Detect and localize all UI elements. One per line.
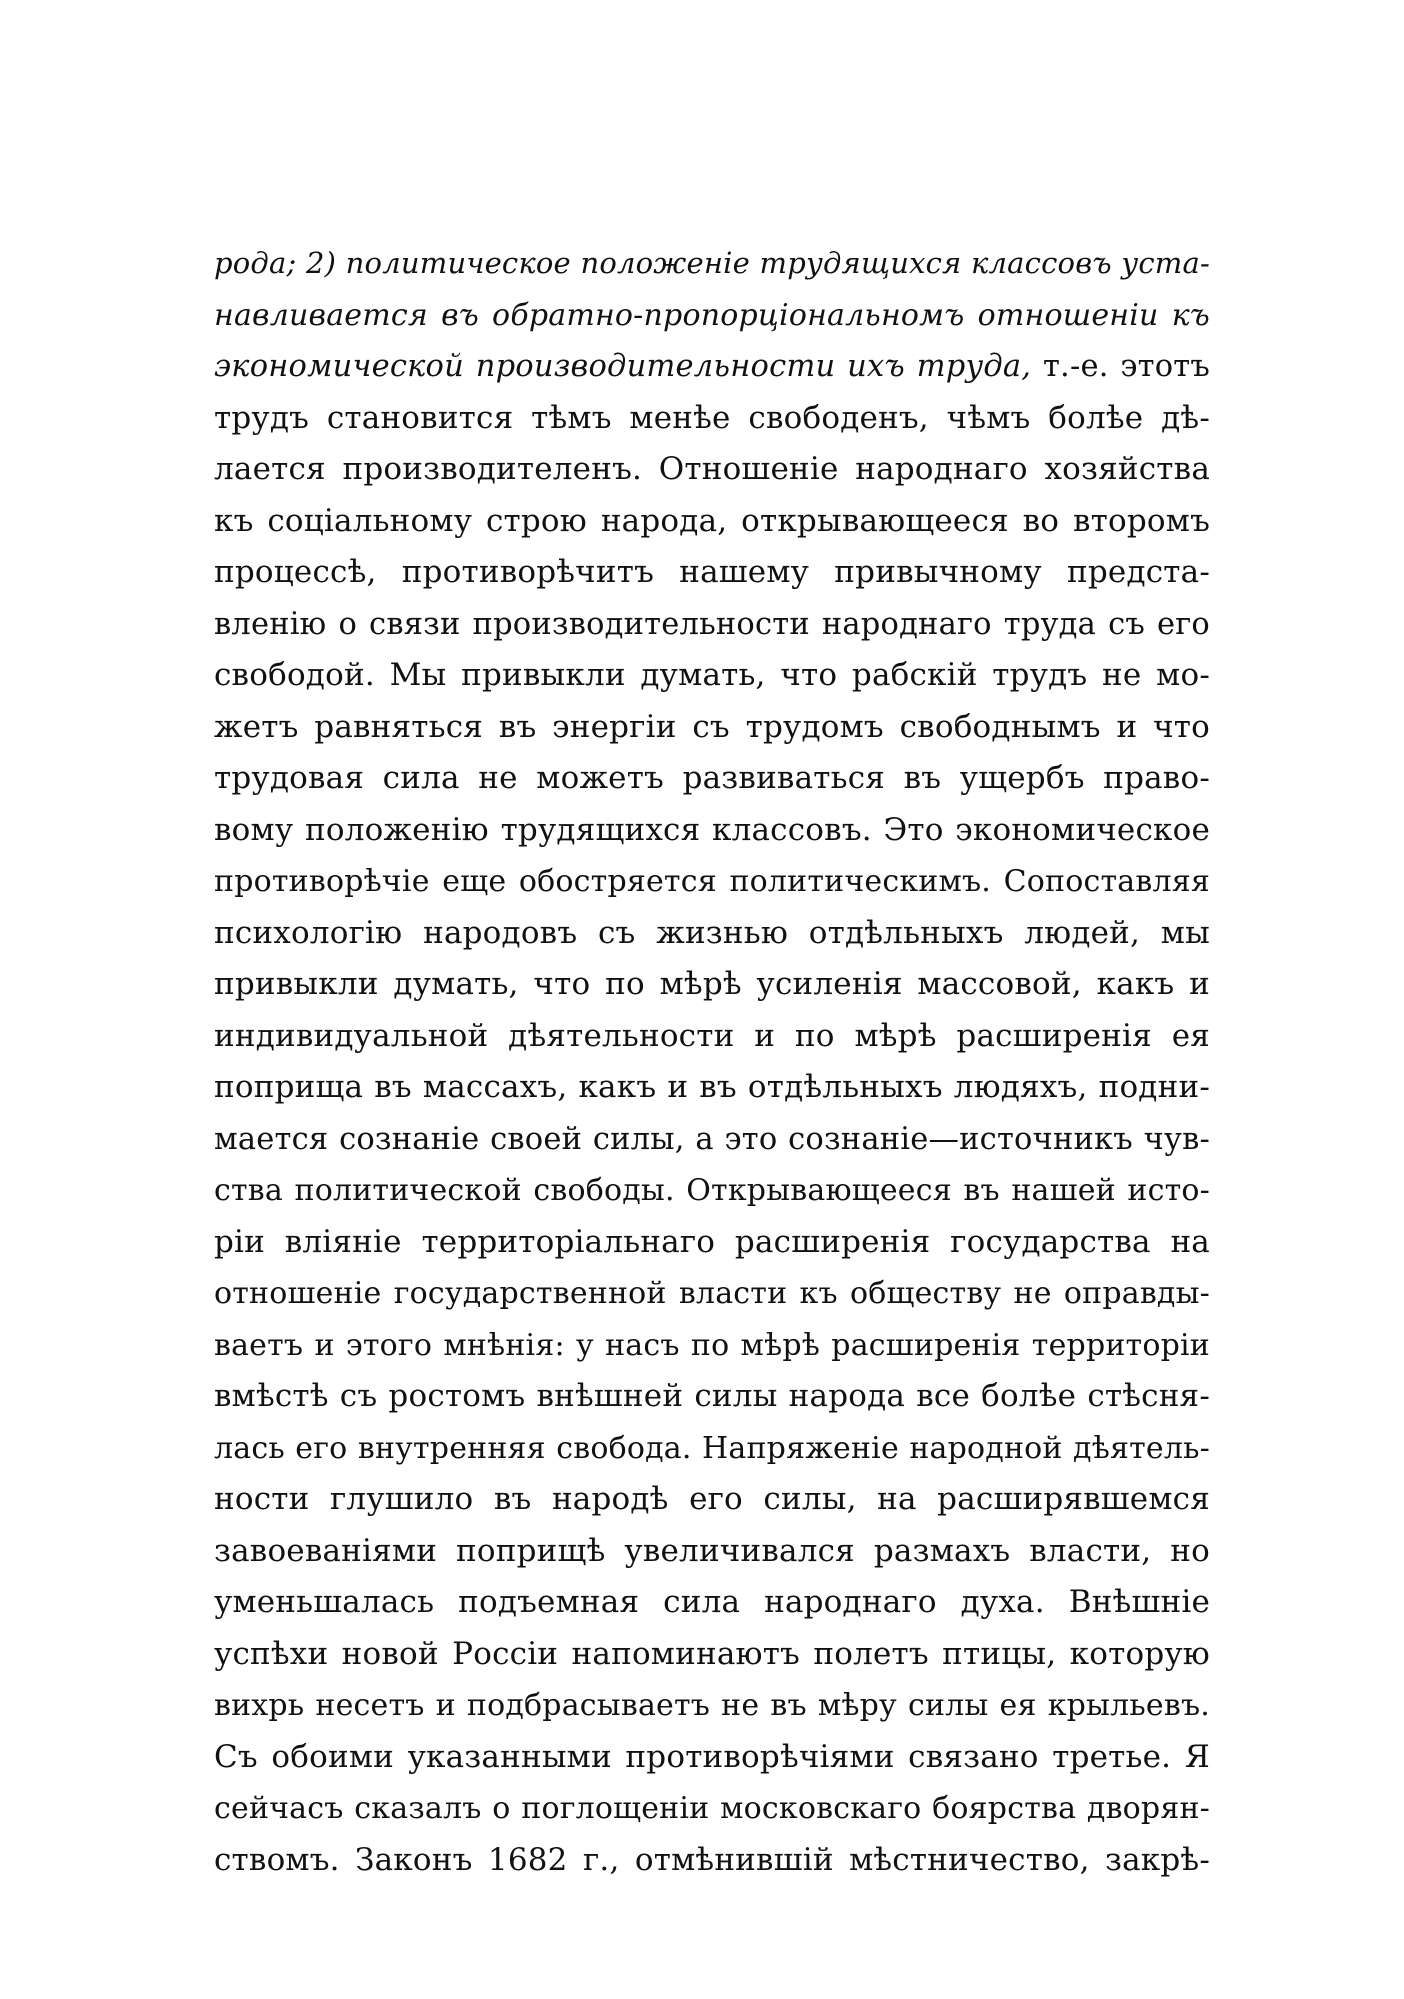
text-line: рiи влiянiе территорiальнаго расширенiя государства на xyxy=(214,1223,1210,1260)
text-line: трудъ становится тѣмъ менѣе свободенъ, чѣмъ болѣе дѣ- xyxy=(214,399,1210,436)
text-line: психологiю народовъ съ жизнью отдѣльныхъ людей, мы xyxy=(214,914,1210,951)
text-line: ства политической свободы. Открывающееся въ нашей исто- xyxy=(214,1173,1210,1208)
text-line: лась его внутренняя свобода. Напряженiе народной дѣятель- xyxy=(214,1430,1210,1466)
text-line: индивидуальной дѣятельности и по мѣрѣ расширенiя ея xyxy=(214,1017,1210,1054)
text-line: мается сознанiе своей силы, а это сознанiе—источникъ чув- xyxy=(214,1121,1210,1157)
body-text xyxy=(214,238,1210,1886)
text-line: отношенiе государственной власти къ обществу не оправды- xyxy=(214,1276,1210,1311)
text-line: противорѣчiе еще обостряется политическимъ. Сопоставляя xyxy=(214,864,1210,899)
text-line-roman-part: т.-е. этотъ xyxy=(1042,349,1210,384)
text-line: вому положенiю трудящихся классовъ. Это экономическое xyxy=(214,811,1210,848)
text-line: вихрь несетъ и подбрасываетъ не въ мѣру силы ея крыльевъ. xyxy=(214,1688,1210,1723)
text-line: уменьшалась подъемная сила народнаго духа. Внѣшнiе xyxy=(214,1584,1210,1620)
text-line: ствомъ. Законъ 1682 г., отмѣнившiй мѣстничество, закрѣ- xyxy=(214,1841,1210,1878)
text-line: вмѣстѣ съ ростомъ внѣшней силы народа все болѣе стѣсня- xyxy=(214,1378,1210,1414)
text-line: свободой. Мы привыкли думать, что рабскiй трудъ не мо- xyxy=(214,657,1210,693)
text-line: завоеванiями поприщѣ увеличивался размахъ власти, но xyxy=(214,1532,1210,1569)
text-line: Съ обоими указанными противорѣчiями связано третье. Я xyxy=(214,1738,1210,1775)
text-line: ваетъ и этого мнѣнiя: у насъ по мѣрѣ расширенiя территорiи xyxy=(214,1327,1210,1363)
text-line: привыкли думать, что по мѣрѣ усиленiя массовой, какъ и xyxy=(214,966,1210,1002)
text-line: вленiю о связи производительности народнаго труда съ его xyxy=(214,606,1210,642)
text-line: жетъ равняться въ энергiи съ трудомъ свободнымъ и что xyxy=(214,708,1210,745)
text-line: лается производителенъ. Отношенiе народнаго хозяйства xyxy=(214,451,1210,487)
text-line: сейчасъ сказалъ о поглощенiи московскаго боярства дворян- xyxy=(214,1791,1210,1826)
text-line: навливается въ обратно-пропорцiональномъ отношенiи къ xyxy=(214,297,1210,333)
text-line: трудовая сила не можетъ развиваться въ ущербъ право- xyxy=(214,760,1210,796)
text-line-italic-part: экономической производительности ихъ труда, xyxy=(214,349,1032,384)
text-line xyxy=(214,341,1210,393)
text-line: ности глушило въ народѣ его силы, на расширявшемся xyxy=(214,1481,1210,1517)
text-line: успѣхи новой Россiи напоминаютъ полетъ птицы, которую xyxy=(214,1635,1210,1672)
text-line: поприща въ массахъ, какъ и въ отдѣльныхъ людяхъ, подни- xyxy=(214,1069,1210,1105)
text-line: къ соцiальному строю народа, открывающееся во второмъ xyxy=(214,502,1210,539)
text-line: процессѣ, противорѣчитъ нашему привычному предста- xyxy=(214,554,1210,590)
text-line: рода; 2) политическое положенiе трудящихся классовъ уста- xyxy=(214,246,1210,280)
